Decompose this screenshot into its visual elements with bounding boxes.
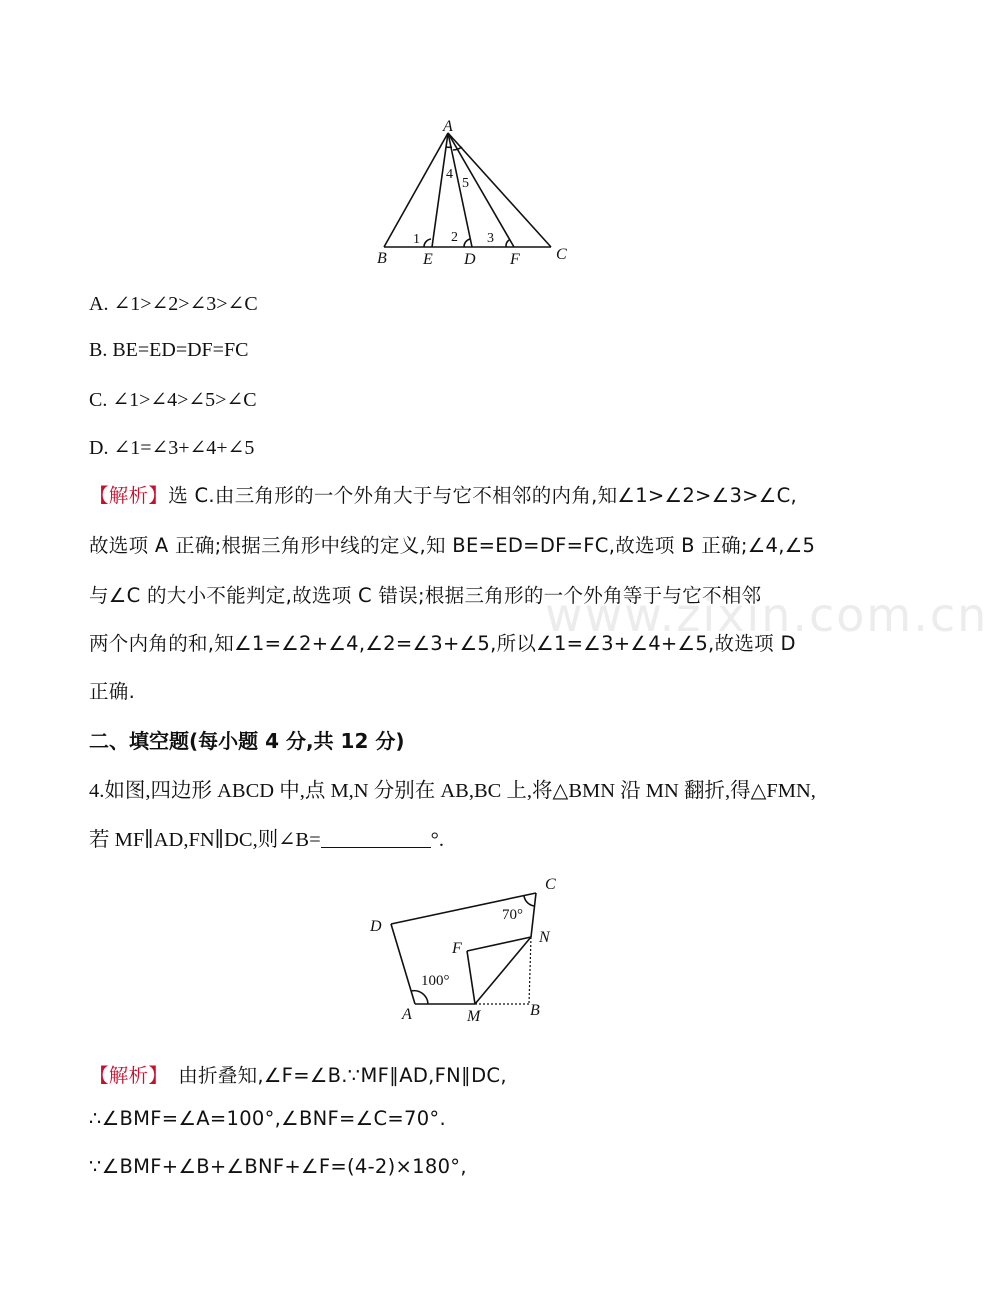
question-4-line-2: 若 MF∥AD,FN∥DC,则∠B= °. <box>89 829 444 851</box>
solution-1-line-3: 与∠C 的大小不能判定,故选项 C 错误;根据三角形的一个外角等于与它不相邻 <box>89 584 762 607</box>
solution-1-line-1: 【解析】选 C.由三角形的一个外角大于与它不相邻的内角,知∠1>∠2>∠3>∠C, <box>89 484 797 507</box>
triangle-figure <box>360 110 580 270</box>
segment-nb-dotted <box>529 937 531 1004</box>
solution-2-line-3: ∵∠BMF+∠B+∠BNF+∠F=(4-2)×180°, <box>89 1155 467 1178</box>
solution-2-line-1: 【解析】 由折叠知,∠F=∠B.∵MF∥AD,FN∥DC, <box>89 1064 507 1087</box>
fig2-label-b: B <box>530 1002 540 1019</box>
option-c: C. ∠1>∠4>∠5>∠C <box>89 389 257 411</box>
fig2-label-d: D <box>370 918 382 935</box>
angle-mark-2 <box>464 239 470 247</box>
label-d: D <box>464 251 476 268</box>
label-b: B <box>377 250 387 267</box>
solution-tag-2: 【解析】 <box>89 1064 169 1087</box>
fig2-label-c: C <box>545 876 556 893</box>
solution-1-line-4: 两个内角的和,知∠1=∠2+∠4,∠2=∠3+∠5,所以∠1=∠3+∠4+∠5,故选项 D <box>89 632 796 655</box>
side-da <box>391 924 415 1004</box>
fig2-label-n: N <box>539 929 550 946</box>
segment-ae <box>432 133 448 247</box>
angle-label-100: 100° <box>421 973 450 989</box>
label-f: F <box>510 251 520 268</box>
answer-blank[interactable] <box>321 829 431 848</box>
label-a: A <box>443 118 453 135</box>
option-b: B. BE=ED=DF=FC <box>89 339 249 361</box>
angle-label-4: 4 <box>446 167 453 182</box>
angle-mark-c <box>524 896 535 906</box>
option-a: A. ∠1>∠2>∠3>∠C <box>89 293 258 315</box>
watermark: www.zixin.com.cn <box>545 588 988 642</box>
fig2-label-m: M <box>467 1008 481 1025</box>
quadrilateral-figure <box>365 870 570 1025</box>
section-heading: 二、填空题(每小题 4 分,共 12 分) <box>89 729 405 753</box>
side-ab <box>384 133 448 247</box>
fig2-label-f: F <box>452 940 462 957</box>
angle-label-3: 3 <box>487 231 494 246</box>
label-c: C <box>556 246 567 263</box>
angle-label-1: 1 <box>413 232 420 247</box>
angle-label-70: 70° <box>502 907 523 923</box>
solution-1-line-2: 故选项 A 正确;根据三角形中线的定义,知 BE=ED=DF=FC,故选项 B 正确;∠4,∠5 <box>89 534 816 557</box>
fig2-label-a: A <box>402 1006 412 1023</box>
angle-label-5: 5 <box>462 176 469 191</box>
solution-1-line-5: 正确. <box>89 680 136 703</box>
solution-2-line-2: ∴∠BMF=∠A=100°,∠BNF=∠C=70°. <box>89 1107 446 1130</box>
angle-mark-5 <box>453 147 462 150</box>
side-cn <box>531 893 536 937</box>
angle-mark-1 <box>424 239 431 247</box>
angle-label-2: 2 <box>451 230 458 245</box>
option-d: D. ∠1=∠3+∠4+∠5 <box>89 437 255 459</box>
label-e: E <box>423 251 433 268</box>
angle-mark-3 <box>506 240 509 247</box>
segment-mf <box>467 951 475 1004</box>
question-4-line-1: 4.如图,四边形 ABCD 中,点 M,N 分别在 AB,BC 上,将△BMN 沿 MN 翻折,得△FMN, <box>89 780 816 802</box>
solution-tag: 【解析】 <box>89 484 169 507</box>
